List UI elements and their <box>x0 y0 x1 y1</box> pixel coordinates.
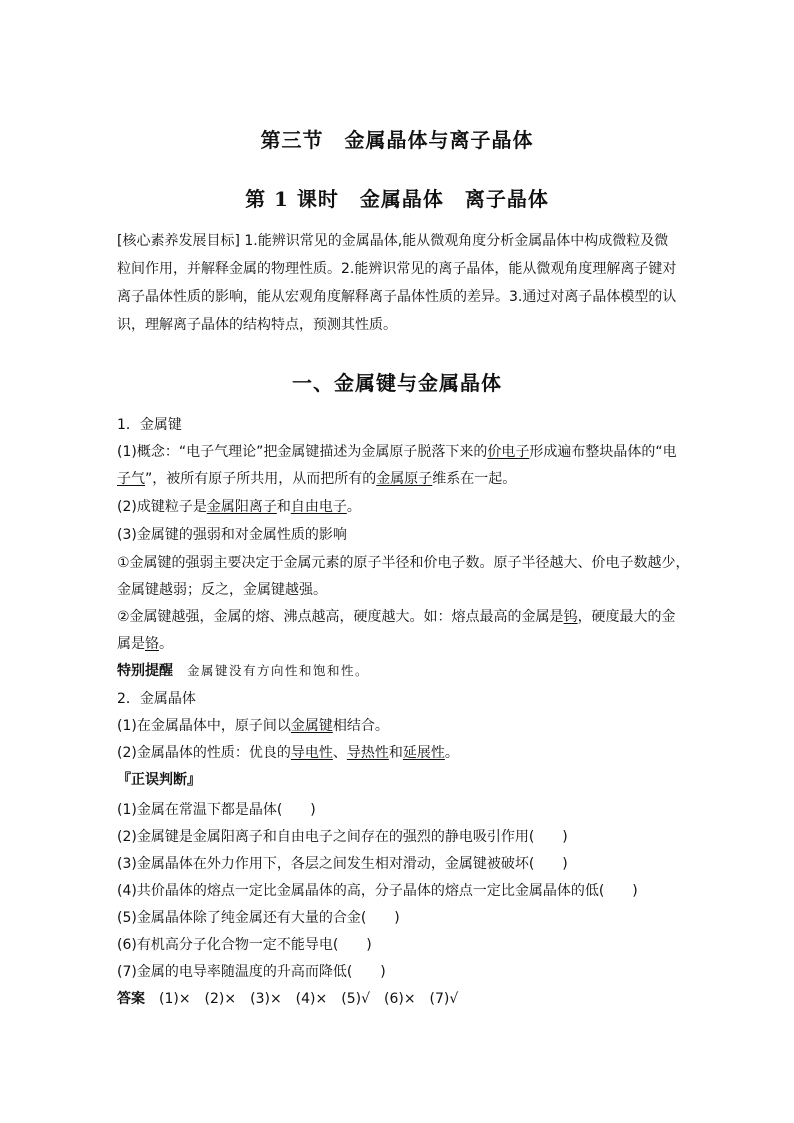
strength-title: (3)金属键的强弱和对金属性质的影响 <box>117 527 347 543</box>
judge-item: (5)金属晶体除了纯金属还有大量的合金( ) <box>117 910 400 926</box>
strength-line-1: ①金属键的强弱主要决定于金属元素的原子半径和价电子数。原子半径越大、价电子数越少， <box>117 555 690 571</box>
metal-crystal-line-2: (2)金属晶体的性质：优良的导电性、导热性和延展性。 <box>117 745 459 761</box>
goals-line-3: 离子晶体性质的影响，能从宏观角度解释离子晶体性质的差异。3.通过对离子晶体模型的认 <box>117 289 677 305</box>
blank-chromium: 铬 <box>145 636 159 652</box>
goals-line-4: 识，理解离子晶体的结构特点，预测其性质。 <box>117 317 397 333</box>
blank-free-electron: 自由电子 <box>290 499 347 515</box>
section-title: 第三节 金属晶体与离子晶体 <box>260 128 534 152</box>
subheading-metal-crystal: 2．金属晶体 <box>117 691 196 707</box>
particles-line: (2)成键粒子是金属阳离子和自由电子。 <box>117 499 361 515</box>
judge-item: (1)金属在常温下都是晶体( ) <box>117 802 316 818</box>
blank-tungsten: 钨 <box>563 609 578 625</box>
subheading-metal-bond: 1．金属键 <box>117 417 182 433</box>
strength-line-2: 金属键越弱；反之，金属键越强。 <box>117 582 327 598</box>
judge-item: (6)有机高分子化合物一定不能导电( ) <box>117 937 372 953</box>
blank-electron-gas: 子气 <box>117 471 145 487</box>
tip-text: 金属键没有方向性和饱和性。 <box>173 663 370 678</box>
tip-label: 特别提醒 <box>117 663 173 679</box>
special-tip <box>117 662 687 680</box>
answer-line <box>117 990 687 1008</box>
blank-ductility: 延展性 <box>402 745 445 761</box>
blank-valence-electron: 价电子 <box>487 444 530 460</box>
goals-line-1: [核心素养发展目标] 1.能辨识常见的金属晶体,能从微观角度分析金属晶体中构成微粒及微 <box>117 233 669 249</box>
goals-line-2: 粒间作用，并解释金属的物理性质。2.能辨识常见的离子晶体，能从微观角度理解离子键对 <box>117 261 677 277</box>
heading-metal-bond: 一、金属键与金属晶体 <box>292 371 502 395</box>
blank-metal-atom: 金属原子 <box>376 471 433 487</box>
blank-thermal-conductivity: 导热性 <box>346 745 389 761</box>
judge-item: (3)金属晶体在外力作用下，各层之间发生相对滑动，金属键被破坏( ) <box>117 856 568 872</box>
strength-line-4: 属是铬。 <box>117 636 173 652</box>
goals-label: [核心素养发展目标] <box>117 233 240 249</box>
blank-metal-bond: 金属键 <box>290 718 333 734</box>
metal-crystal-line-1: (1)在金属晶体中，原子间以金属键相结合。 <box>117 718 389 734</box>
judge-label: 『正误判断』 <box>117 772 201 788</box>
answer-values: (1)× (2)× (3)× (4)× (5)√ (6)× (7)√ <box>145 991 459 1007</box>
blank-conductivity: 导电性 <box>290 745 333 761</box>
judge-item: (2)金属键是金属阳离子和自由电子之间存在的强烈的静电吸引作用( ) <box>117 829 568 845</box>
judge-item: (4)共价晶体的熔点一定比金属晶体的高，分子晶体的熔点一定比金属晶体的低( ) <box>117 883 638 899</box>
concept-line-1: (1)概念：“电子气理论”把金属键描述为金属原子脱落下来的价电子形成遍布整块晶体的“电 <box>117 444 677 460</box>
judge-item: (7)金属的电导率随温度的升高而降低( ) <box>117 964 386 980</box>
concept-line-2: 子气”，被所有原子所共用，从而把所有的金属原子维系在一起。 <box>117 471 517 487</box>
blank-metal-cation: 金属阳离子 <box>206 499 277 515</box>
strength-line-3: ②金属键越强，金属的熔、沸点越高，硬度越大。如：熔点最高的金属是钨，硬度最大的金 <box>117 609 676 625</box>
lesson-title: 第 1 课时 金属晶体 离子晶体 <box>245 187 549 211</box>
answer-label: 答案 <box>117 991 145 1007</box>
